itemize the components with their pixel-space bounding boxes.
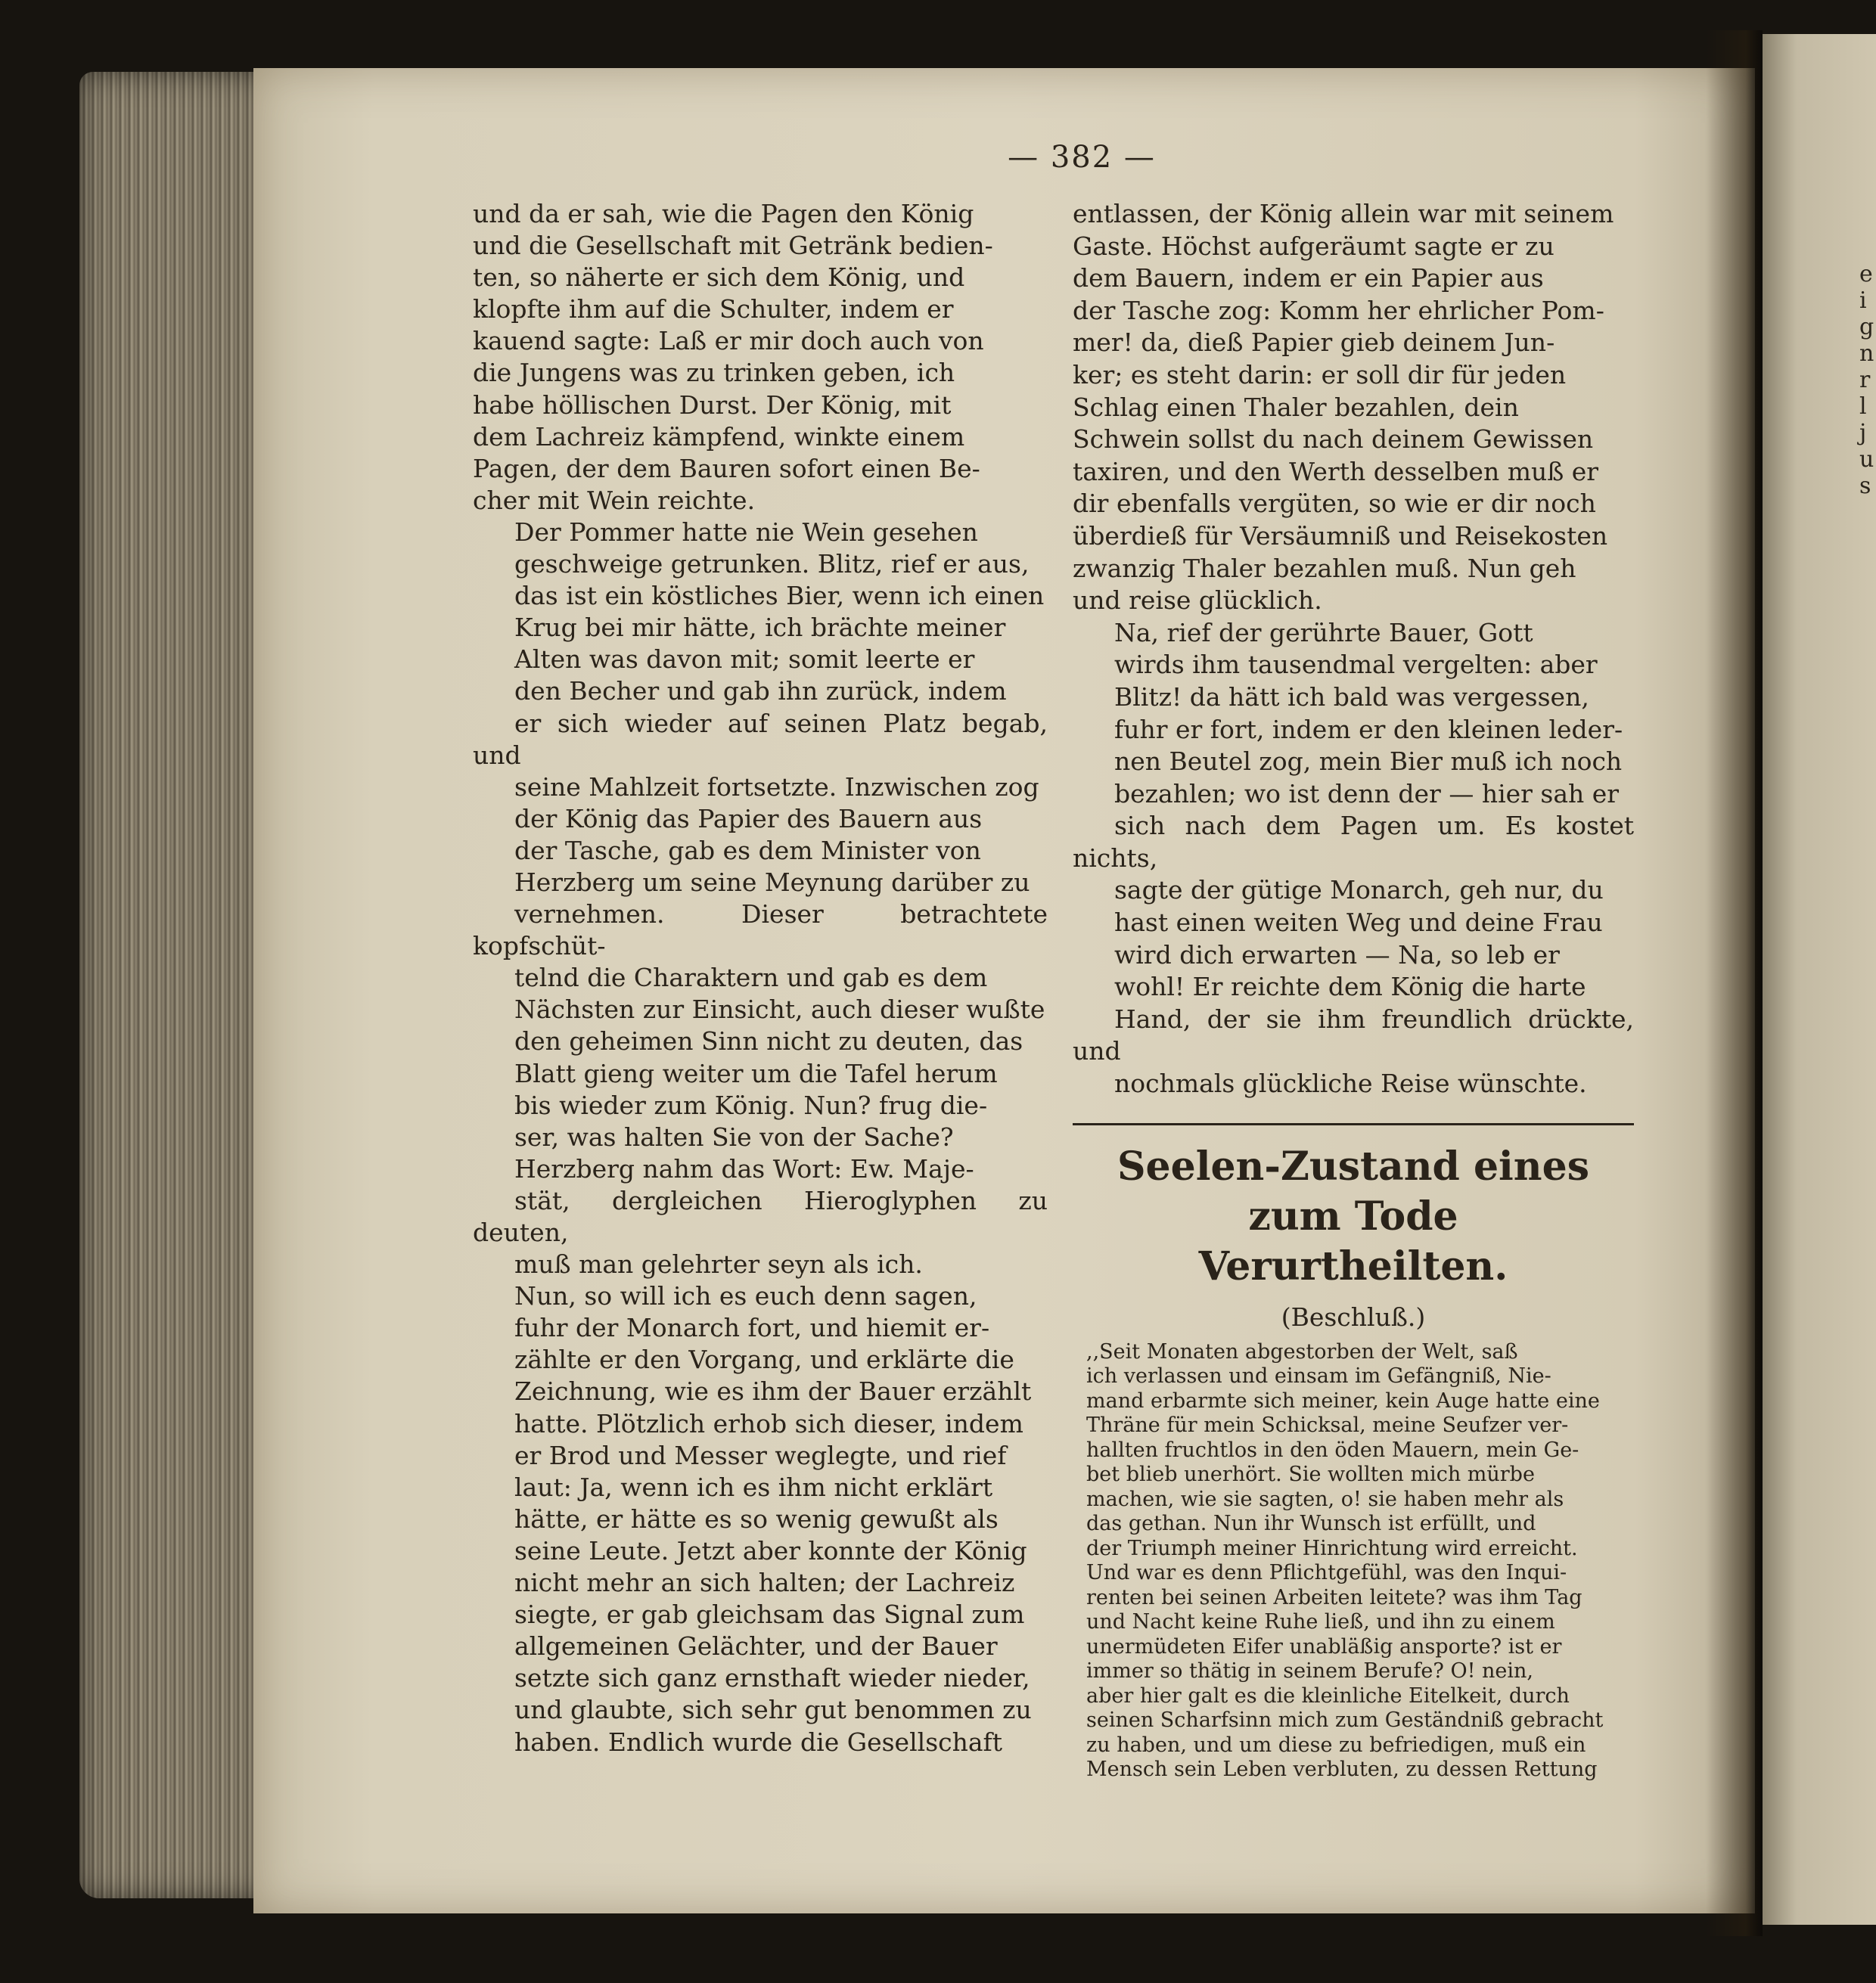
text-line: der Tasche, gab es dem Minister von	[514, 835, 981, 865]
page-number: — 382 —	[1008, 140, 1156, 175]
text-line: ker; es steht darin: er soll dir für jeden	[1073, 359, 1567, 389]
text-line: unermüdeten Eifer unabläßig ansporte? ist er	[1086, 1634, 1562, 1659]
text-line: ten, so näherte er sich dem König, und	[473, 262, 965, 293]
text-line: Schlag einen Thaler bezahlen, dein	[1073, 392, 1519, 422]
text-line: Krug bei mir hätte, ich brächte meiner	[514, 613, 1006, 643]
fragment: u	[1859, 446, 1874, 473]
text-line: vernehmen. Dieser betrachtete kopfschüt-	[473, 899, 1048, 961]
text-line: Nächsten zur Einsicht, auch dieser wußte	[514, 995, 1045, 1025]
text-line: hast einen weiten Weg und deine Frau	[1114, 908, 1603, 938]
text-line: hätte, er hätte es so wenig gewußt als	[514, 1504, 999, 1534]
fragment: e	[1859, 261, 1873, 287]
fragment: j	[1859, 420, 1867, 446]
text-line: das ist ein köstliches Bier, wenn ich einen	[514, 581, 1045, 611]
text-line: Herzberg um seine Meynung darüber zu	[514, 867, 1030, 897]
text-line: Blitz! da hätt ich bald was vergessen,	[1114, 681, 1589, 712]
gutter-shadow	[1706, 30, 1763, 1936]
text-line: und glaubte, sich sehr gut benommen zu	[514, 1695, 1032, 1725]
text-line: dir ebenfalls vergüten, so wie er dir noch	[1073, 489, 1596, 519]
paragraph	[1073, 198, 1634, 617]
text-line: nochmals glückliche Reise wünschte.	[1114, 1069, 1587, 1099]
text-line: allgemeinen Gelächter, und der Bauer	[514, 1631, 998, 1662]
text-line: mer! da, dieß Papier gieb deinem Jun-	[1073, 327, 1555, 358]
text-line: sich nach dem Pagen um. Es kostet nichts,	[1073, 811, 1634, 873]
article-body	[1073, 1340, 1634, 1783]
text-line: er sich wieder auf seinen Platz begab, und	[473, 708, 1048, 770]
text-line: den Becher und gab ihn zurück, indem	[514, 676, 1007, 706]
text-line: sagte der gütige Monarch, geh nur, du	[1114, 875, 1604, 905]
text-line: Blatt gieng weiter um die Tafel herum	[514, 1058, 998, 1088]
text-line: wohl! Er reichte dem König die harte	[1114, 972, 1586, 1002]
text-line: nen Beutel zog, mein Bier muß ich noch	[1114, 746, 1623, 777]
fragment: i	[1859, 287, 1867, 314]
text-line: stät, dergleichen Hieroglyphen zu deuten,	[473, 1185, 1048, 1247]
text-line: ,,Seit Monaten abgestorben der Welt, saß	[1086, 1339, 1518, 1364]
text-line: und reise glücklich.	[1073, 585, 1322, 616]
text-line: fuhr der Monarch fort, und hiemit er-	[514, 1313, 990, 1343]
text-line: Schwein sollst du nach deinem Gewissen	[1073, 424, 1594, 455]
text-line: ich verlassen und einsam im Gefängniß, Nie-	[1086, 1364, 1551, 1389]
facing-page-text-fragments	[1859, 261, 1876, 499]
text-line: Mensch sein Leben verbluten, zu dessen Rettung	[1086, 1758, 1598, 1782]
text-line: Zeichnung, wie es ihm der Bauer erzählt	[514, 1376, 1032, 1407]
text-line: hatte. Plötzlich erhob sich dieser, indem	[514, 1408, 1023, 1438]
story-continuation	[1073, 198, 1634, 1100]
text-line: bis wieder zum König. Nun? frug die-	[514, 1090, 988, 1120]
article-title-line: Seelen-Zustand eines zum Tode	[1117, 1143, 1589, 1240]
text-line: der Tasche zog: Komm her ehrlicher Pom-	[1073, 295, 1604, 325]
text-line: fuhr er fort, indem er den kleinen leder-	[1114, 714, 1623, 744]
text-line: cher mit Wein reichte.	[473, 485, 756, 515]
fragment: s	[1859, 473, 1871, 499]
text-line: zwanzig Thaler bezahlen muß. Nun geh	[1073, 553, 1576, 583]
text-line: und die Gesellschaft mit Getränk bedien-	[473, 231, 993, 261]
article-subtitle: (Beschluß.)	[1281, 1302, 1426, 1332]
text-line: bezahlen; wo ist denn der — hier sah er	[1114, 778, 1620, 808]
text-line: den geheimen Sinn nicht zu deuten, das	[514, 1026, 1023, 1057]
text-line: Thräne für mein Schicksal, meine Seufzer ver-	[1086, 1414, 1569, 1438]
text-line: seine Leute. Jetzt aber konnte der König	[514, 1535, 1027, 1566]
text-line: ser, was halten Sie von der Sache?	[514, 1122, 954, 1152]
section-divider	[1073, 1123, 1634, 1125]
facing-page	[1763, 34, 1876, 1925]
fragment: n	[1859, 340, 1874, 367]
text-line: und Nacht keine Ruhe ließ, und ihn zu einem	[1086, 1610, 1555, 1634]
text-line: laut: Ja, wenn ich es ihm nicht erklärt	[514, 1472, 993, 1502]
text-line: Nun, so will ich es euch denn sagen,	[514, 1281, 977, 1311]
text-line: er Brod und Messer weglegte, und rief	[514, 1440, 1007, 1470]
text-line: aber hier galt es die kleinliche Eitelkeit, durch	[1086, 1684, 1570, 1708]
text-line: Na, rief der gerührte Bauer, Gott	[1114, 617, 1533, 647]
text-line: geschweige getrunken. Blitz, rief er aus,	[514, 549, 1030, 579]
paragraph	[1073, 1340, 1634, 1783]
article-title	[1073, 1142, 1634, 1292]
text-line: das gethan. Nun ihr Wunsch ist erfüllt, und	[1086, 1512, 1536, 1536]
paragraph	[473, 198, 1048, 517]
text-line: dem Lachreiz kämpfend, winkte einem	[473, 421, 965, 452]
text-line: Herzberg nahm das Wort: Ew. Maje-	[514, 1153, 974, 1184]
text-line: zu haben, und um diese zu befriedigen, muß ein	[1086, 1733, 1586, 1757]
text-line: nicht mehr an sich halten; der Lachreiz	[514, 1568, 1015, 1598]
right-column	[1073, 198, 1634, 1783]
text-line: renten bei seinen Arbeiten leitete? was ihm Tag	[1086, 1585, 1582, 1609]
text-line: hallten fruchtlos in den öden Mauern, mein Ge-	[1086, 1438, 1579, 1462]
text-line: Und war es denn Pflichtgefühl, was den Inqui-	[1086, 1561, 1567, 1585]
text-line: zählte er den Vorgang, und erklärte die	[514, 1345, 1014, 1375]
fragment: g	[1859, 314, 1874, 340]
fragment: r	[1859, 367, 1871, 393]
text-line: haben. Endlich wurde die Gesellschaft	[514, 1727, 1003, 1757]
text-line: Alten was davon mit; somit leerte er	[514, 644, 975, 675]
text-line: telnd die Charaktern und gab es dem	[514, 963, 988, 993]
left-column	[473, 198, 1048, 1758]
text-line: setzte sich ganz ernsthaft wieder nieder,	[514, 1663, 1030, 1693]
text-line: der König das Papier des Bauern aus	[514, 803, 983, 833]
text-line: klopfte ihm auf die Schulter, indem er	[473, 294, 954, 324]
text-line: überdieß für Versäumniß und Reisekosten	[1073, 520, 1608, 551]
text-line: wird dich erwarten — Na, so leb er	[1114, 939, 1560, 970]
text-line: Pagen, der dem Bauren sofort einen Be-	[473, 453, 980, 483]
text-line: taxiren, und den Werth desselben muß er	[1073, 456, 1599, 486]
article-title-line: Verurtheilten.	[1198, 1243, 1508, 1289]
text-line: mand erbarmte sich meiner, kein Auge hatte eine	[1086, 1389, 1600, 1413]
paragraph	[1073, 617, 1634, 1100]
text-line: die Jungens was zu trinken geben, ich	[473, 358, 955, 388]
text-line: muß man gelehrter seyn als ich.	[514, 1249, 923, 1280]
text-line: immer so thätig in seinem Berufe? O! nein,	[1086, 1659, 1534, 1684]
text-line: der Triumph meiner Hinrichtung wird erreicht.	[1086, 1536, 1578, 1560]
text-line: Gaste. Höchst aufgeräumt sagte er zu	[1073, 231, 1555, 261]
text-line: Hand, der sie ihm freundlich drückte, und	[1073, 1004, 1634, 1066]
page-block-edges	[79, 72, 269, 1898]
fragment: l	[1859, 393, 1867, 420]
text-line: habe höllischen Durst. Der König, mit	[473, 389, 952, 420]
text-line: wirds ihm tausendmal vergelten: aber	[1114, 650, 1598, 680]
text-line: siegte, er gab gleichsam das Signal zum	[514, 1600, 1025, 1630]
text-line: seinen Scharfsinn mich zum Geständniß gebracht	[1086, 1708, 1604, 1733]
text-line: und da er sah, wie die Pagen den König	[473, 199, 974, 228]
text-line: entlassen, der König allein war mit seinem	[1073, 199, 1614, 228]
text-line: bet blieb unerhört. Sie wollten mich mürbe	[1086, 1463, 1535, 1487]
text-line: seine Mahlzeit fortsetzte. Inzwischen zog	[514, 771, 1039, 802]
paragraph	[473, 1280, 1048, 1758]
text-line: Der Pommer hatte nie Wein gesehen	[514, 517, 978, 547]
text-line: dem Bauern, indem er ein Papier aus	[1073, 263, 1544, 293]
text-line: machen, wie sie sagten, o! sie haben mehr als	[1086, 1487, 1564, 1511]
text-line: kauend sagte: Laß er mir doch auch von	[473, 326, 984, 356]
paragraph	[473, 517, 1048, 1280]
